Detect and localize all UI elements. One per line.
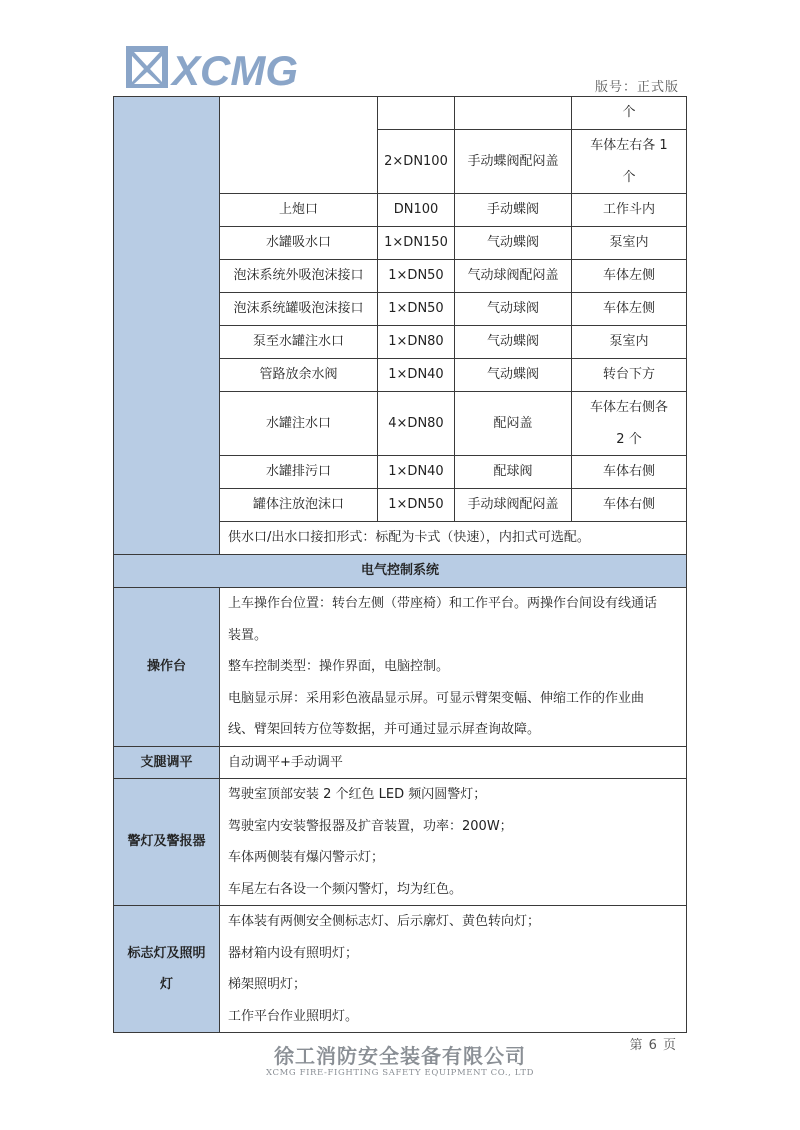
port-valve-cell: 手动蝶阀配闷盖 — [455, 130, 572, 194]
port-valve-cell: 气动蝶阀 — [455, 227, 572, 260]
port-name-cell — [220, 97, 378, 194]
location-line: 个 — [622, 169, 636, 185]
logo-wordmark: XCMG — [172, 47, 298, 94]
category-cell — [114, 97, 220, 555]
port-spec-cell: DN100 — [378, 194, 455, 227]
version-label: 版号：正式版 — [594, 80, 679, 95]
port-valve-cell: 气动球阀 — [455, 293, 572, 326]
section-label — [114, 746, 220, 779]
port-name-cell: 水罐排污口 — [220, 456, 378, 489]
section-content-line: 驾驶室内安装警报器及扩音装置，功率：200W； — [228, 818, 513, 834]
location-line: 车体左右各 1 — [590, 138, 668, 153]
port-name-cell: 泡沫系统罐吸泡沫接口 — [220, 293, 378, 326]
section-content-line: 线、臂架回转方位等数据，并可通过显示屏查询故障。 — [228, 722, 541, 737]
port-valve-cell: 手动球阀配闷盖 — [455, 489, 572, 522]
section-content-line: 车体装有两侧安全侧标志灯、后示廓灯、黄色转向灯； — [228, 914, 541, 929]
section-label — [114, 779, 220, 906]
port-spec-cell: 1×DN50 — [378, 293, 455, 326]
port-valve-cell: 气动球阀配闷盖 — [455, 260, 572, 293]
section-content — [220, 779, 687, 906]
location-line: 工作斗内 — [602, 202, 655, 218]
port-spec-cell: 1×DN40 — [378, 359, 455, 392]
section-content-line: 整车控制类型：操作界面，电脑控制。 — [228, 659, 450, 674]
spec-section-row — [114, 588, 687, 747]
section-label-line: 操作台 — [146, 659, 186, 674]
section-title: 电气控制系统 — [114, 555, 687, 588]
location-line: 泵室内 — [609, 334, 649, 350]
port-valve-cell: 手动蝶阀 — [455, 194, 572, 227]
section-content-line: 驾驶室顶部安装 2 个红色 LED 频闪圆警灯； — [228, 787, 487, 802]
section-content-line: 上车操作台位置：转台左侧（带座椅）和工作平台。两操作台间设有线通话 — [228, 596, 658, 611]
location-line: 泵室内 — [609, 235, 649, 251]
port-location-cell — [572, 456, 687, 489]
xcmg-logo — [124, 44, 334, 94]
port-spec-cell: 1×DN40 — [378, 456, 455, 489]
port-row — [114, 97, 687, 130]
port-name-cell: 泡沫系统外吸泡沫接口 — [220, 260, 378, 293]
port-location-cell — [572, 260, 687, 293]
port-location-cell — [572, 359, 687, 392]
port-name-cell: 罐体注放泡沫口 — [220, 489, 378, 522]
section-content-line: 车尾左右各设一个频闪警灯，均为红色。 — [228, 881, 463, 897]
port-valve-cell: 气动蝶阀 — [455, 359, 572, 392]
company-name-en: XCMG FIRE-FIGHTING SAFETY EQUIPMENT CO., LTD — [266, 1068, 534, 1078]
section-content-line: 自动调平+手动调平 — [228, 754, 343, 770]
section-content — [220, 588, 687, 747]
spec-section-row — [114, 746, 687, 779]
port-spec-cell: 1×DN50 — [378, 489, 455, 522]
port-spec-cell: 1×DN50 — [378, 260, 455, 293]
port-name-cell: 水罐吸水口 — [220, 227, 378, 260]
port-spec-cell: 2×DN100 — [378, 130, 455, 194]
port-name-cell: 上炮口 — [220, 194, 378, 227]
section-label-line: 支腿调平 — [140, 754, 193, 770]
port-name-cell: 管路放余水阀 — [220, 359, 378, 392]
section-label — [114, 588, 220, 747]
port-location-cell — [572, 293, 687, 326]
port-location-cell — [572, 326, 687, 359]
interface-note: 供水口/出水口接扣形式：标配为卡式（快速），内扣式可选配。 — [220, 522, 687, 555]
port-name-cell: 泵至水罐注水口 — [220, 326, 378, 359]
port-spec-cell: 1×DN150 — [378, 227, 455, 260]
spec-table — [113, 96, 687, 1033]
section-label — [114, 906, 220, 1033]
section-content-line: 梯架照明灯； — [228, 977, 307, 992]
section-content-line: 工作平台作业照明灯。 — [228, 1008, 359, 1024]
port-spec-cell: 4×DN80 — [378, 392, 455, 456]
section-content-line: 装置。 — [228, 627, 268, 643]
section-content — [220, 906, 687, 1033]
port-location-cell — [572, 130, 687, 194]
location-line: 个 — [622, 105, 636, 121]
section-content-line: 器材箱内设有照明灯； — [228, 945, 359, 961]
location-line: 车体左右侧各 — [589, 400, 668, 415]
port-location-cell — [572, 227, 687, 260]
location-line: 车体左侧 — [602, 301, 655, 317]
location-line: 车体右侧 — [602, 464, 655, 480]
port-location-cell — [572, 97, 687, 130]
location-line: 2 个 — [616, 431, 642, 447]
section-content-line: 车体两侧装有爆闪警示灯； — [228, 850, 385, 865]
logo-emblem-icon — [126, 46, 168, 88]
section-label-line: 警灯及警报器 — [127, 834, 206, 850]
port-spec-cell — [378, 97, 455, 130]
location-line: 转台下方 — [602, 367, 655, 383]
spec-section-row — [114, 779, 687, 906]
section-header-row — [114, 555, 687, 588]
port-valve-cell — [455, 97, 572, 130]
port-valve-cell: 气动蝶阀 — [455, 326, 572, 359]
section-label-line: 灯 — [159, 977, 173, 992]
section-label-line: 标志灯及照明 — [127, 945, 206, 961]
port-location-cell — [572, 392, 687, 456]
page-number: 第 6 页 — [629, 1038, 677, 1053]
section-content-line: 电脑显示屏：采用彩色液晶显示屏。可显示臂架变幅、伸缩工作的作业曲 — [228, 690, 645, 706]
section-content — [220, 746, 687, 779]
port-valve-cell: 配闷盖 — [455, 392, 572, 456]
port-name-cell: 水罐注水口 — [220, 392, 378, 456]
location-line: 车体左侧 — [602, 268, 655, 284]
port-location-cell — [572, 489, 687, 522]
location-line: 车体右侧 — [602, 497, 655, 513]
port-valve-cell: 配球阀 — [455, 456, 572, 489]
spec-section-row — [114, 906, 687, 1033]
port-location-cell — [572, 194, 687, 227]
port-spec-cell: 1×DN80 — [378, 326, 455, 359]
company-name-cn: 徐工消防安全装备有限公司 — [274, 1044, 526, 1068]
